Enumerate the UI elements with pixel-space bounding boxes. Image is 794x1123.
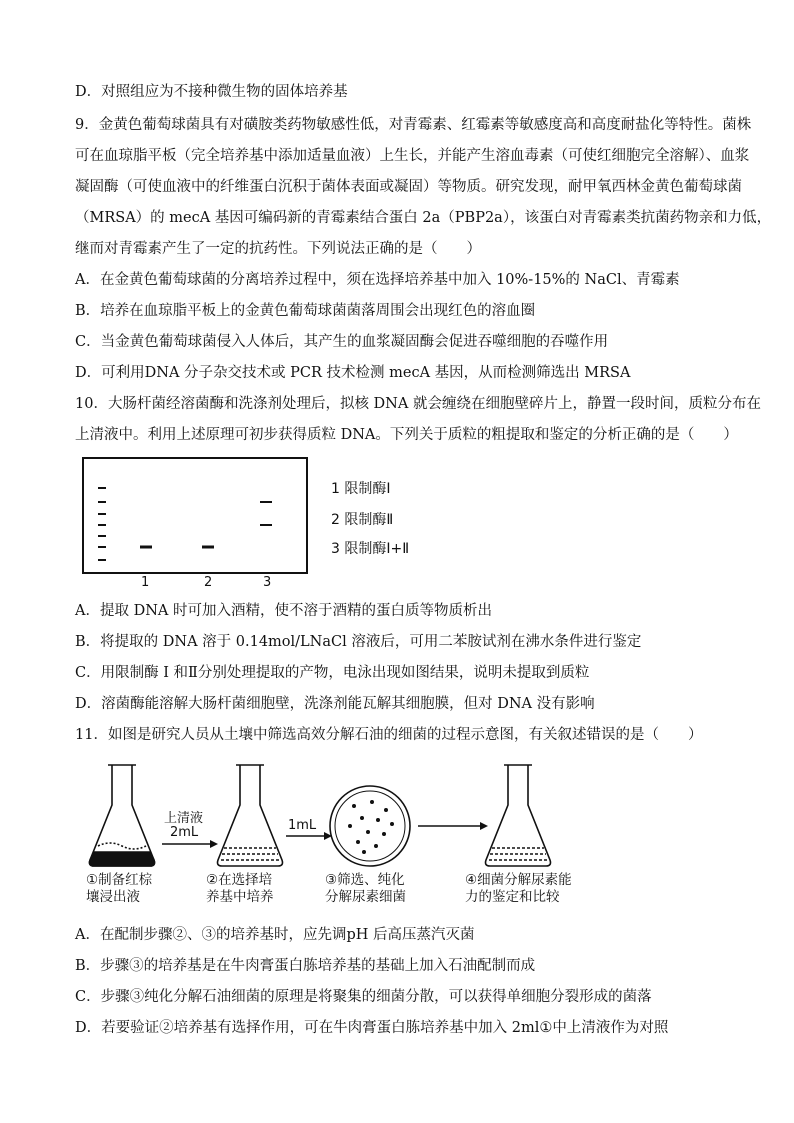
q10-stem-line-2: 上清液中。利用上述原理可初步获得质粒 DNA。下列关于质粒的粗提取和鉴定的分析正确的是（ ） — [75, 427, 738, 443]
q10-option-c: C．用限制酶 I 和Ⅱ分别处理提取的产物，电泳出现如图结果，说明未提取到质粒 — [75, 665, 590, 681]
q9-option-a: A．在金黄色葡萄球菌的分离培养过程中，须在选择培养基中加入 10%-15%的 NaCl、青霉素 — [75, 272, 680, 288]
caption-step-1: ①制备红棕 壤浸出液 — [86, 872, 153, 905]
caption-step-3: ③筛选、纯化 分解尿素细菌 — [325, 872, 406, 905]
gel-electrophoresis-figure — [80, 456, 312, 596]
q9-stem-line-1: 9．金黄色葡萄球菌具有对磺胺类药物敏感性低，对青霉素、红霉素等敏感度高和高度耐盐化等特性。菌株 — [75, 117, 752, 133]
q9-stem-line-2: 可在血琼脂平板（完全培养基中添加适量血液）上生长，并能产生溶血毒素（可使红细胞完全溶解）、血浆 — [75, 148, 750, 164]
lane-label-2: 2 — [204, 575, 213, 590]
legend-enzyme-1: 1 限制酶Ⅰ — [331, 481, 391, 497]
arrow1-label: 上清液 — [164, 811, 204, 826]
flask-4-icon — [486, 765, 551, 866]
q11-option-d: D．若要验证②培养基有选择作用，可在牛肉膏蛋白胨培养基中加入 2ml①中上清液作为对照 — [75, 1020, 669, 1036]
q9-stem-line-4: （MRSA）的 mecA 基因可编码新的青霉素结合蛋白 2a（PBP2a），该蛋白对青霉素类抗菌药物亲和力低， — [75, 210, 772, 226]
flask-2-icon — [218, 765, 283, 866]
q9-stem-line-5: 继而对青霉素产生了一定的抗药性。下列说法正确的是（ ） — [75, 241, 481, 257]
q8-option-d: D．对照组应为不接种微生物的固体培养基 — [75, 84, 348, 100]
q11-option-c: C．步骤③纯化分解石油细菌的原理是将聚集的细菌分散，可以获得单细胞分裂形成的菌落 — [75, 989, 652, 1005]
caption-step-2: ②在选择培 养基中培养 — [206, 872, 274, 905]
q10-stem-line-1: 10．大肠杆菌经溶菌酶和洗涤剂处理后，拟核 DNA 就会缠绕在细胞壁碎片上，静置一段时间，质粒分布在 — [75, 396, 761, 412]
legend-enzyme-3: 3 限制酶Ⅰ+Ⅱ — [331, 541, 410, 557]
q10-option-a: A．提取 DNA 时可加入酒精，使不溶于酒精的蛋白质等物质析出 — [75, 603, 492, 619]
q9-option-b: B．培养在血琼脂平板上的金黄色葡萄球菌菌落周围会出现红色的溶血圈 — [75, 303, 536, 319]
q9-option-c: C．当金黄色葡萄球菌侵入人体后，其产生的血浆凝固酶会促进吞噬细胞的吞噬作用 — [75, 334, 609, 350]
petri-dish-icon — [330, 786, 410, 866]
q11-stem: 11．如图是研究人员从土壤中筛选高效分解石油的细菌的过程示意图，有关叙述错误的是（ ） — [75, 727, 703, 743]
q9-option-d: D．可利用DNA 分子杂交技术或 PCR 技术检测 mecA 基因，从而检测筛选出 MRSA — [75, 365, 631, 381]
arrow1-volume: 2mL — [170, 825, 199, 840]
arrow2-label: 1mL — [288, 818, 317, 833]
q9-stem-line-3: 凝固酶（可使血液中的纤维蛋白沉积于菌体表面或凝固）等物质。研究发现，耐甲氧西林金黄色葡萄球菌 — [75, 179, 742, 195]
flask-1-icon — [90, 765, 155, 866]
legend-enzyme-2: 2 限制酶Ⅱ — [331, 512, 394, 528]
q10-option-b: B．将提取的 DNA 溶于 0.14mol/LNaCl 溶液后，可用二苯胺试剂在沸水条件进行鉴定 — [75, 634, 642, 650]
q11-option-a: A．在配制步骤②、③的培养基时，应先调pH 后高压蒸汽灭菌 — [75, 927, 475, 943]
lane-label-3: 3 — [263, 575, 272, 590]
q11-option-b: B．步骤③的培养基是在牛肉膏蛋白胨培养基的基础上加入石油配制而成 — [75, 958, 536, 974]
lane-label-1: 1 — [141, 575, 150, 590]
q10-option-d: D．溶菌酶能溶解大肠杆菌细胞壁，洗涤剂能瓦解其细胞膜，但对 DNA 没有影响 — [75, 696, 595, 712]
marker-ladder — [98, 488, 106, 560]
caption-step-4: ④细菌分解尿素能 力的鉴定和比较 — [465, 872, 572, 905]
